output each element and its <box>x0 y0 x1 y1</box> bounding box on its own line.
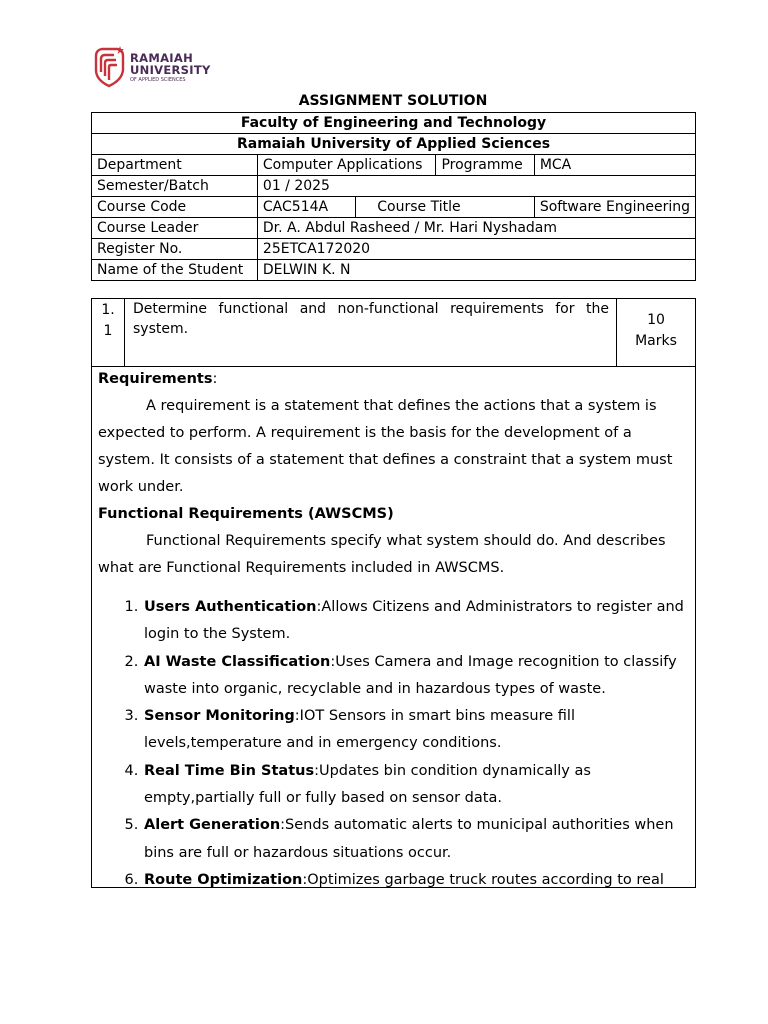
logo-line-1: RAMAIAH <box>130 51 194 65</box>
functional-requirements-paragraph: Functional Requirements specify what system should do. And describes what are Functional Requirements included in AWSCMS. <box>98 533 666 576</box>
course-code-label: Course Code <box>92 197 258 218</box>
department-value: Computer Applications <box>257 155 436 176</box>
marks-value: 10 <box>647 312 665 328</box>
logo-emblem-icon <box>92 46 126 88</box>
table-row <box>92 176 696 197</box>
question-box <box>91 298 696 888</box>
table-row <box>92 260 696 281</box>
assignment-info-table <box>91 112 696 281</box>
list-item: 3. Sensor Monitoring:IOT Sensors in smart bins measure fill levels,temperature and in emergency conditions. <box>143 703 690 758</box>
table-row <box>92 197 696 218</box>
question-marks <box>616 299 695 366</box>
document-title: ASSIGNMENT SOLUTION <box>298 93 488 109</box>
table-row <box>92 239 696 260</box>
functional-requirements-list <box>98 594 690 888</box>
course-leader-value: Dr. A. Abdul Rasheed / Mr. Hari Nyshadam <box>257 218 695 239</box>
question-number-line-2: 1 <box>103 323 113 339</box>
programme-value: MCA <box>534 155 695 176</box>
table-row <box>92 218 696 239</box>
requirements-heading: Requirements: <box>98 371 218 387</box>
student-name-label: Name of the Student <box>92 260 258 281</box>
department-label: Department <box>92 155 258 176</box>
answer-body <box>98 366 690 888</box>
requirements-paragraph: A requirement is a statement that defines the actions that a system is expected to perform. A requirement is the basis for the development of a system. It consists of a statement that defines a constraint that a system must work under. <box>98 398 673 495</box>
question-header <box>92 299 695 367</box>
list-item: 6. Route Optimization:Optimizes garbage truck routes according to real <box>143 867 690 888</box>
table-row <box>92 113 696 134</box>
semester-value: 01 / 2025 <box>257 176 695 197</box>
programme-label: Programme <box>436 155 534 176</box>
table-row <box>92 134 696 155</box>
list-item: 5. Alert Generation:Sends automatic alerts to municipal authorities when bins are full or hazardous situations occur. <box>143 812 690 867</box>
list-item: 2. AI Waste Classification:Uses Camera and Image recognition to classify waste into organic, recyclable and in hazardous types of waste. <box>143 649 690 704</box>
course-title-label: Course Title <box>356 197 535 218</box>
list-item: 4. Real Time Bin Status:Updates bin condition dynamically as empty,partially full or fully based on sensor data. <box>143 758 690 813</box>
marks-label: Marks <box>635 333 677 349</box>
question-number <box>92 299 125 366</box>
logo-line-2: UNIVERSITY <box>130 63 211 77</box>
semester-label: Semester/Batch <box>92 176 258 197</box>
question-number-line-1: 1. <box>101 302 115 318</box>
faculty-cell: Faculty of Engineering and Technology <box>92 113 696 134</box>
register-label: Register No. <box>92 239 258 260</box>
course-title-value: Software Engineering <box>534 197 695 218</box>
functional-requirements-heading: Functional Requirements (AWSCMS) <box>98 506 394 522</box>
course-code-value: CAC514A <box>257 197 355 218</box>
logo-line-3: OF APPLIED SCIENCES <box>130 77 186 83</box>
course-leader-label: Course Leader <box>92 218 258 239</box>
university-cell: Ramaiah University of Applied Sciences <box>92 134 696 155</box>
university-logo <box>92 46 222 90</box>
table-row <box>92 155 696 176</box>
question-text: Determine functional and non-functional requirements for the system. <box>133 301 609 337</box>
register-value: 25ETCA172020 <box>257 239 695 260</box>
student-name-value: DELWIN K. N <box>257 260 695 281</box>
list-item: 1. Users Authentication:Allows Citizens and Administrators to register and login to the System. <box>143 594 690 649</box>
